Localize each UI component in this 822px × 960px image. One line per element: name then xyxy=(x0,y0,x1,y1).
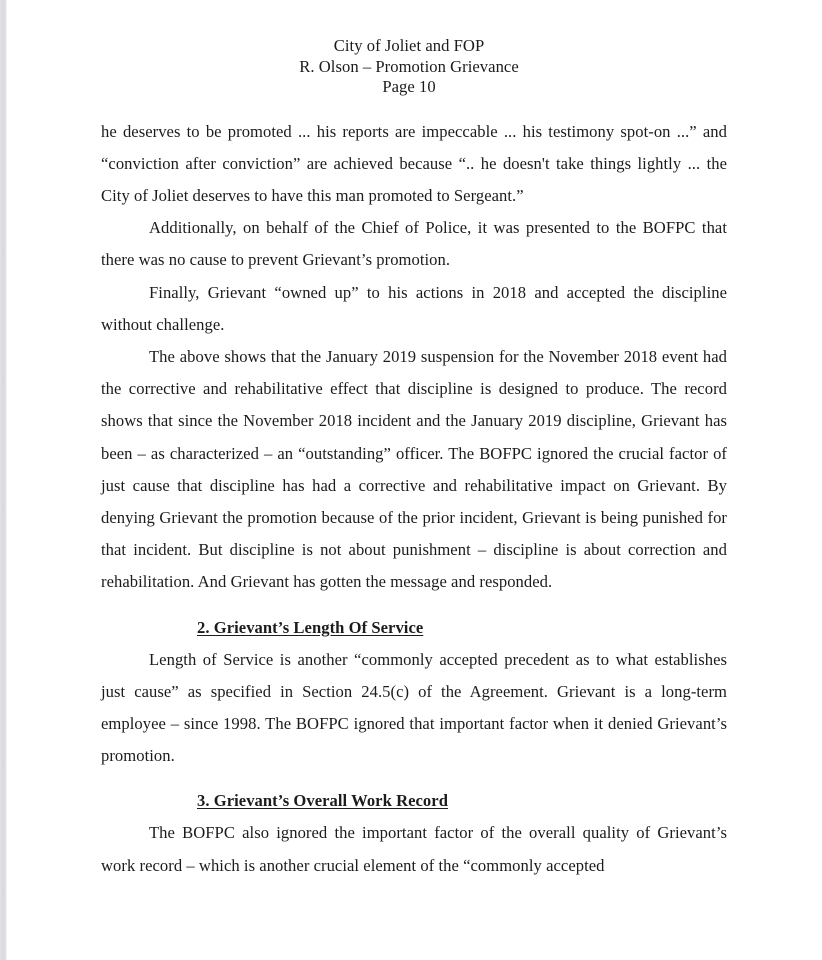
document-body xyxy=(101,116,727,882)
section-heading-length-of-service: 2. Grievant’s Length Of Service xyxy=(197,617,424,637)
paragraph-work-record: The BOFPC also ignored the important factor of the overall quality of Grievant’s work record – which is another crucial element of the “commonly accepted xyxy=(101,823,727,875)
paragraph-corrective-effect: The above shows that the January 2019 suspension for the November 2018 event had the corrective and rehabilitative effect that discipline is designed to produce. The record shows that since the November 2018 incident and the January 2019 discipline, Grievant has been – as characterized – an “outstanding” officer. The BOFPC ignored the crucial factor of just cause that discipline has had a corrective and rehabilitative impact on Grievant. By denying Grievant the promotion because of the prior incident, Grievant is being punished for that incident. But discipline is not about punishment – discipline is about correction and rehabilitation. And Grievant has gotten the message and responded. xyxy=(101,346,727,592)
header-subject: R. Olson – Promotion Grievance xyxy=(299,56,519,76)
paragraph-chief-of-police: Additionally, on behalf of the Chief of Police, it was presented to the BOFPC that there was no cause to prevent Grievant’s promotion. xyxy=(101,218,727,270)
section-heading-work-record: 3. Grievant’s Overall Work Record xyxy=(197,791,448,811)
scan-edge-shadow xyxy=(0,0,7,960)
paragraph-quote-continuation: he deserves to be promoted ... his reports are impeccable ... his testimony spot-on ...” and “conviction after conviction” are achieved because “.. he doesn't take things lightly ... the City of Joliet deserves to have this man promoted to Sergeant.” xyxy=(101,121,727,205)
paragraph-length-of-service: Length of Service is another “commonly accepted precedent as to what establishes just cause” as specified in Section 24.5(c) of the Agreement. Grievant is a long-term employee – since 1998. The BOFPC ignored that important factor when it denied Grievant’s promotion. xyxy=(101,649,727,766)
header-page-number: Page 10 xyxy=(382,77,436,96)
paragraph-owned-up: Finally, Grievant “owned up” to his actions in 2018 and accepted the discipline without challenge. xyxy=(101,282,727,334)
page-header xyxy=(91,36,727,98)
document-page xyxy=(101,36,727,882)
header-case-title: City of Joliet and FOP xyxy=(333,36,485,55)
